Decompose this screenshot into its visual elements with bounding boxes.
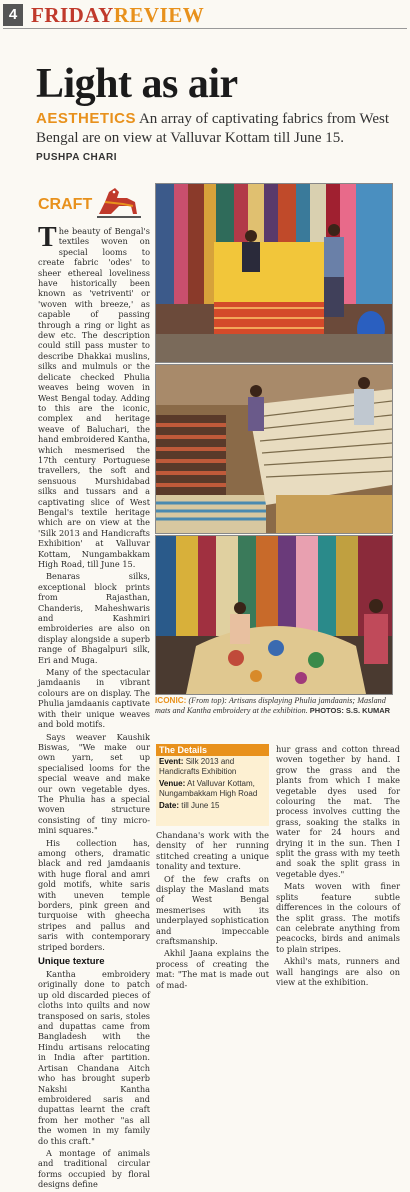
deck-tag: AESTHETICS (36, 110, 137, 127)
photo-credit: PHOTOS: S.S. KUMAR (309, 706, 391, 715)
col1-paragraph-5: His collection has, among others, dramatic black and red jamdaanis with huge floral and amri gold motifs, white saris with uneven temple borders, pink green and turquoise with gheecha stripes and pallus and saris with contemporary striped borders. (38, 837, 150, 952)
byline: PUSHPA CHARI (36, 152, 118, 163)
horse-icon (93, 184, 145, 224)
article-column-1 (38, 222, 150, 1192)
page-number: 4 (3, 4, 23, 26)
deck-text: An array of captivating fabrics from West Bengal are on view at Valluvar Kottam till June 15. (36, 111, 390, 146)
craft-label: CRAFT (38, 196, 93, 213)
details-box (156, 744, 269, 826)
page-header (3, 4, 407, 29)
col3-paragraph-1: hur grass and cotton thread woven together by hand. I grow the grass and the plants from which I make vegetable dyes used for colouring the mat. The process involves cutting the grass, soaking the stalks in water for 24 hours and drying it in the sun. Then I split the grass with my teeth and soak the split grass in vegetable dyes." (276, 744, 400, 879)
details-venue: Venue: At Valluvar Kottam, Nungambakkam High Road (159, 779, 258, 798)
headline: Light as air (36, 61, 238, 107)
article-column-3 (276, 744, 400, 989)
col1-paragraph-7: A montage of animals and traditional circular forms occupied by floral designs define (38, 1147, 150, 1190)
caption-text: (From top): Artisans displaying Phulia jamdaanis; Masland mats and Kantha embroidery at the exhibition. (155, 696, 386, 715)
details-date: Date: till June 15 (159, 801, 220, 810)
photo-masland-mats-image (156, 365, 392, 533)
col1-paragraph-6: Kantha embroidery originally done to patch up old discarded pieces of cloths into quilts and now transposed on saris, stoles and dupattas came from Bangladesh with the Hindu artisans relocating in India after partition. Artisan Chandana Aitch who has brought superb Nakshi Kantha embroidered saris and dupattas learnt the craft from her mother "as all the women in my family do this craft." (38, 969, 150, 1146)
section-brand (31, 3, 204, 28)
drop-cap: T (38, 222, 57, 253)
col1-paragraph-3: Many of the spectacular jamdaanis in vibrant colours are on display. The Phulia jamdaanis captivate with their unique weaves and bold motifs. (38, 667, 150, 730)
brand-review: REVIEW (113, 3, 205, 27)
craft-section-label (38, 184, 148, 224)
details-event: Event: Silk 2013 and Handicrafts Exhibition (159, 757, 237, 776)
photo-kantha-embroidery-image (156, 536, 392, 694)
col2-paragraph-1: Chandana's work with the density of her running stitched creating a unique tonality and texture. (156, 830, 269, 872)
photo-kantha-embroidery (155, 535, 393, 695)
photo-artisans-jamdaanis-image (156, 184, 392, 362)
col1-paragraph-4: Says weaver Kaushik Biswas, "We make our own yarn, set up specialised looms for the special weave and make our own vegetable dyes. The Phulia has a special woven structure consisting of tiny micro-mini squares." (38, 731, 150, 836)
col1-paragraph-2: Benaras silks, exceptional block prints from Rajasthan, Chanderis, Maheshwaris and Kashmiri embroideries are also on display alongside a superb range of Bhagalpuri silk, Eri and Muga. (38, 571, 150, 665)
col2-paragraph-2: Of the few crafts on display the Masland mats of West Bengal mesmerises with its underplayed sophistication and impeccable craftsmanship. (156, 873, 269, 947)
caption-lead: ICONIC: (155, 696, 187, 705)
photo-caption (155, 696, 400, 716)
subhead: Unique texture (38, 956, 105, 968)
deck (36, 109, 396, 148)
brand-friday: FRIDAY (31, 3, 114, 27)
col3-paragraph-2: Mats woven with finer splits feature subtle differences in the colours of the split grass. The motifs can celebrate anything from peacocks, birds and animals to plain stripes. (276, 881, 400, 954)
details-title: The Details (156, 744, 269, 756)
col3-paragraph-3: Akhil's mats, runners and wall hangings are also on view at the exhibition. (276, 956, 400, 987)
photo-masland-mats (155, 364, 393, 534)
article-column-2 (156, 830, 269, 992)
col1-paragraph-1: he beauty of Bengal's textiles woven on special looms to create fabric 'odes' to sheer ethereal loveliness have historically been known as 'vetriventi' or 'woven with breeze,' as capable of passing through a ring or light as dew etc. The description could still pass muster to describe Dhakkai muslins, silks and mulmuls or the delicate checked Phulia weaves being woven in West Bengal today. Adding to this are the iconic, complex and heritage weave of Baluchari, the hand embroidered Kantha, which mesmerised the 17th century Portuguese travellers, the soft and sensuous Murshidabad silks and tussars and a captivating slice of West Bengal's textile heritage which are on view at the 'Silk 2013 and Handicrafts Exhibition' at Valluvar Kottam, Nungambakkam High Road, till June 15. (38, 226, 150, 569)
col2-paragraph-3: Akhil Jaana explains the process of creating the mat: "The mat is made out of mad- (156, 948, 269, 990)
photo-artisans-jamdaanis (155, 183, 393, 363)
